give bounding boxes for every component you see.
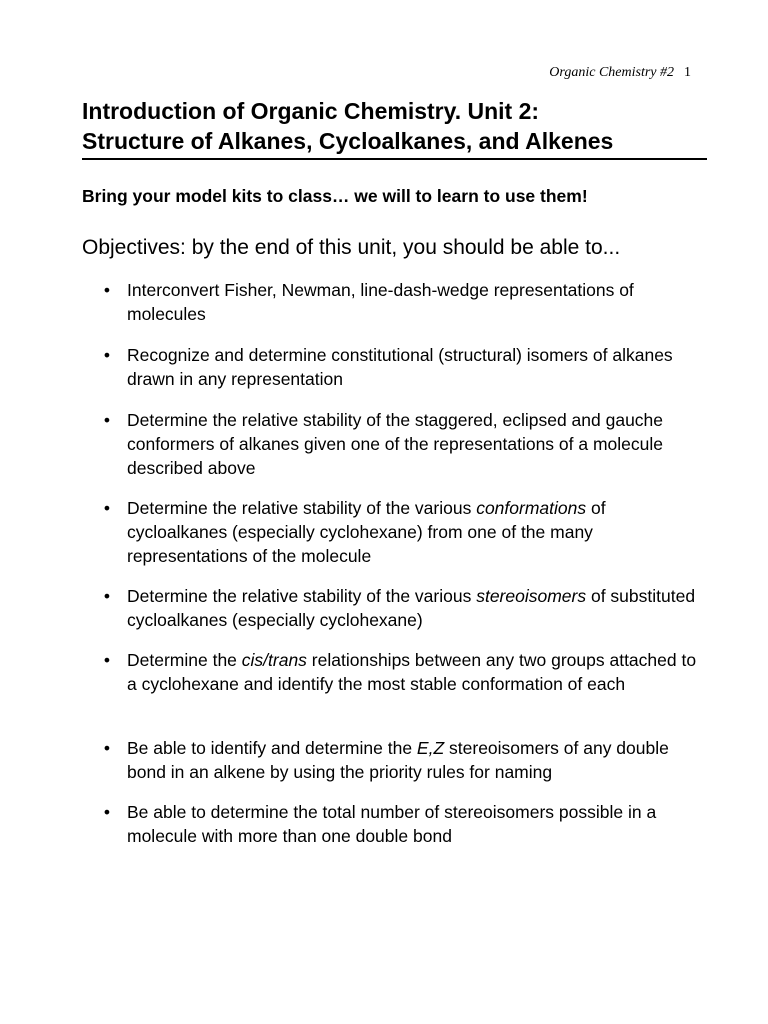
objective-text-part: stereoisomers of any double bond in an alkene by using the priority rules for naming — [127, 738, 669, 782]
bullet-icon: • — [103, 410, 111, 430]
running-header — [549, 64, 691, 82]
objective-text-part: of substituted cycloalkanes (especially cyclohexane) — [127, 586, 696, 630]
bullet-icon: • — [103, 738, 111, 758]
document-title — [82, 96, 707, 160]
objective-item — [100, 800, 710, 848]
objective-text-part: Determine the relative stability of the various — [127, 586, 477, 606]
objective-text-part: Determine the — [127, 650, 242, 670]
objective-emphasis: stereoisomers — [476, 586, 587, 606]
objective-text-part: Be able to determine the total number of stereoisomers possible in a molecule with more than one double bond — [127, 802, 657, 846]
bullet-icon: • — [103, 498, 111, 518]
objective-text — [127, 496, 710, 568]
page-number: 1 — [684, 65, 691, 80]
model-kit-note: Bring your model kits to class… we will to learn to use them! — [82, 186, 588, 206]
bullet-icon: • — [103, 650, 111, 670]
objective-item — [100, 648, 710, 696]
objective-text — [127, 800, 710, 848]
bullet-icon: • — [103, 345, 111, 365]
objective-text-part: Determine the relative stability of the various — [127, 498, 477, 518]
objective-emphasis: E,Z — [416, 738, 445, 758]
objective-emphasis: conformations — [476, 498, 587, 518]
objective-item — [100, 584, 710, 632]
objective-text — [127, 584, 710, 632]
title-line-1: Introduction of Organic Chemistry. Unit 2: — [82, 98, 540, 124]
objective-item — [100, 278, 710, 326]
objective-text — [127, 278, 710, 326]
objective-text-part: Determine the relative stability of the staggered, eclipsed and gauche conformers of alkanes given one of the representations of a molecule described above — [127, 410, 664, 478]
objective-text — [127, 343, 710, 391]
title-line-2: Structure of Alkanes, Cycloalkanes, and Alkenes — [82, 128, 614, 154]
bullet-icon: • — [103, 280, 111, 300]
objective-text — [127, 648, 710, 696]
objective-text-part: of cycloalkanes (especially cyclohexane) from one of the many representations of the molecule — [127, 498, 606, 566]
objective-emphasis: cis/trans — [241, 650, 307, 670]
objective-item — [100, 343, 710, 391]
objective-text — [127, 736, 710, 784]
objective-text — [127, 408, 710, 480]
objective-text-part: relationships between any two groups attached to a cyclohexane and identify the most stable conformation of each — [127, 650, 697, 694]
objective-item — [100, 408, 710, 480]
objective-text-part: Interconvert Fisher, Newman, line-dash-wedge representations of molecules — [127, 280, 634, 324]
running-header-title: Organic Chemistry #2 — [549, 65, 674, 80]
bullet-icon: • — [103, 802, 111, 822]
bullet-icon: • — [103, 586, 111, 606]
objective-item — [100, 496, 710, 568]
objectives-heading: Objectives: by the end of this unit, you should be able to... — [82, 236, 621, 259]
objective-text-part: Be able to identify and determine the — [127, 738, 417, 758]
objective-item — [100, 736, 710, 784]
objective-text-part: Recognize and determine constitutional (structural) isomers of alkanes drawn in any representation — [127, 345, 673, 389]
